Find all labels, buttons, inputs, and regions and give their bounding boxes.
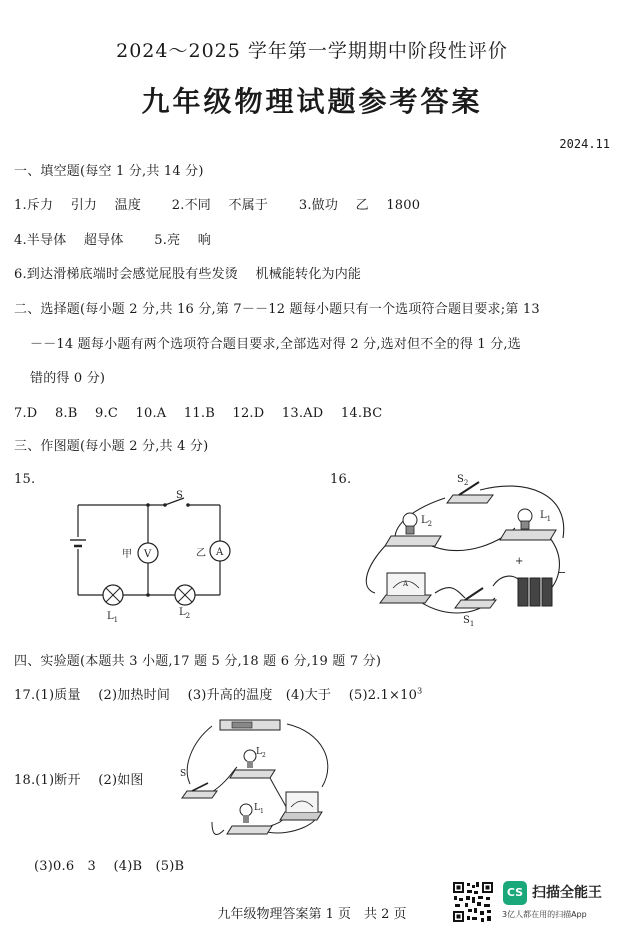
section3-title: 三、作图题(每小题 2 分,共 4 分) — [14, 439, 209, 454]
answer-line-1: 1.斥力 引力 温度 2.不同 不属于 3.做功 乙 1800 — [14, 198, 421, 213]
switch-label: S — [176, 490, 183, 501]
answer-line-6: 6.到达滑梯底端时会感觉屁股有些发烫 机械能转化为内能 — [14, 267, 362, 282]
camscanner-name: 扫描全能王 — [532, 885, 602, 901]
q16-label: 16. — [330, 472, 352, 487]
battery-minus: − — [557, 566, 567, 579]
circuit-diagram-18 — [172, 712, 342, 842]
section2-title-line2: －－14 题每小题有两个选项符合题目要求,全部选对得 2 分,选对但不全的得 1 分,选 — [30, 337, 521, 352]
ammeter-side-label: 乙 — [196, 548, 206, 559]
ammeter-symbol: A — [216, 547, 224, 558]
voltmeter-side-label: 甲 — [122, 549, 132, 560]
q17-answer: 17.(1)质量 (2)加热时间 (3)升高的温度 (4)大于 $(5)2.1\times 10^3$ — [14, 686, 423, 703]
section2-title-line1: 二、选择题(每小题 2 分,共 16 分,第 7－－12 题每小题只有一个选项符合题目要求;第 13 — [14, 302, 540, 317]
circuit-diagram-15 — [60, 485, 260, 625]
section2-title-line3: 错的得 0 分) — [30, 371, 106, 386]
camscanner-logo-icon: CS — [503, 881, 527, 905]
camscanner-tagline: 3亿人都在用的扫描App — [502, 910, 587, 919]
circuit-diagram-16 — [355, 468, 575, 628]
exam-date: 2024.11 — [559, 137, 610, 151]
section1-title: 一、填空题(每空 1 分,共 14 分) — [14, 164, 204, 179]
q15-label: 15. — [14, 472, 36, 487]
choice-answers: 7.D 8.B 9.C 10.A 11.B 12.D 13.AD 14.BC — [14, 406, 383, 421]
exam-title-line1: 2024～2025 学年第一学期期中阶段性评价 — [116, 40, 508, 62]
lamp1-label: $L_1$ — [107, 611, 119, 624]
q18-answer-part2: (3)0.6 3 (4)B (5)B — [34, 859, 185, 874]
q18-answer-part1: 18.(1)断开 (2)如图 — [14, 773, 144, 788]
battery-plus: + — [515, 556, 524, 567]
voltmeter-symbol: V — [144, 549, 152, 560]
ammeter-symbol-16: A — [403, 580, 409, 588]
section4-title: 四、实验题(本题共 3 小题,17 题 5 分,18 题 6 分,19 题 7 分) — [14, 654, 382, 669]
lamp2-label: $L_2$ — [179, 607, 191, 620]
l1-label-18: $L_1$ — [254, 803, 264, 815]
page-footer: 九年级物理答案第 1 页 共 2 页 — [217, 907, 407, 922]
switch-s-label: S — [180, 769, 187, 779]
l2-label-18: $L_2$ — [256, 747, 266, 759]
exam-title-line2: 九年级物理试题参考答案 — [141, 85, 483, 118]
l1-label: $L_1$ — [540, 510, 552, 523]
s2-label: $S_2$ — [457, 474, 469, 487]
s1-label: $S_1$ — [463, 615, 475, 628]
answer-line-4: 4.半导体 超导体 5.亮 响 — [14, 233, 212, 248]
l2-label: $L_2$ — [421, 515, 433, 528]
